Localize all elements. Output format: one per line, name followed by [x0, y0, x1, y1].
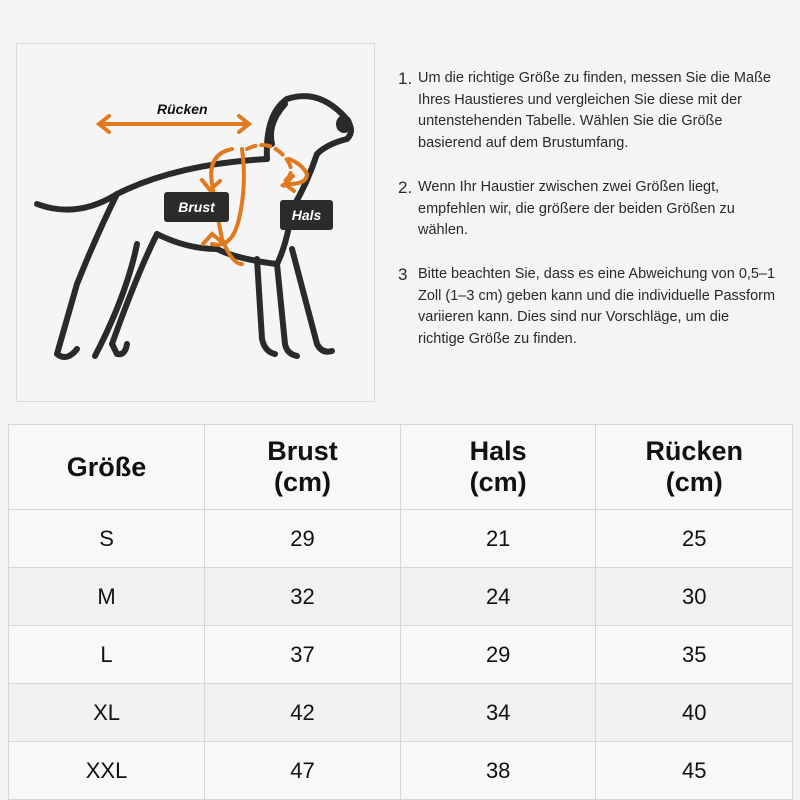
cell-hals: 38 — [400, 742, 596, 800]
header-groesse — [9, 425, 205, 510]
header-ruecken — [596, 425, 793, 510]
cell-hals: 21 — [400, 510, 596, 568]
cell-size: XL — [9, 684, 205, 742]
dog-measurement-illustration — [16, 43, 375, 402]
brust-tag: Brust — [164, 192, 229, 222]
instruction-2 — [398, 177, 778, 242]
cell-hals: 34 — [400, 684, 596, 742]
instruction-number: 2. — [398, 177, 413, 197]
cell-ruecken: 30 — [596, 568, 793, 626]
cell-ruecken: 35 — [596, 626, 793, 684]
table-row — [9, 684, 793, 742]
header-brust — [205, 425, 401, 510]
cell-ruecken: 40 — [596, 684, 793, 742]
cell-brust: 37 — [205, 626, 401, 684]
cell-brust: 42 — [205, 684, 401, 742]
table-row — [9, 742, 793, 800]
header-unit: (cm) — [273, 467, 331, 497]
table-row — [9, 568, 793, 626]
cell-hals: 29 — [400, 626, 596, 684]
cell-size: S — [9, 510, 205, 568]
cell-size: M — [9, 568, 205, 626]
header-label: Hals — [469, 436, 527, 466]
instruction-text: Um die richtige Größe zu finden, messen Sie die Maße Ihres Haustieres und vergleichen Sie diese mit der untenstehenden Tabelle. Wählen Sie die Größe basierend auf dem Brustumfang. — [418, 70, 771, 152]
instruction-number: 3 — [398, 264, 408, 284]
instruction-text: Bitte beachten Sie, dass es eine Abweichung von 0,5–1 Zoll (1–3 cm) geben kann und die individuelle Passform variieren kann. Dies sind nur Vorschläge, um die richtige Größe zu finden. — [418, 265, 776, 348]
ruecken-label: Rücken — [157, 101, 208, 117]
size-instructions — [398, 68, 778, 351]
header-hals — [400, 425, 596, 510]
cell-ruecken: 25 — [596, 510, 793, 568]
header-unit: (cm) — [469, 467, 527, 497]
table-header-row — [9, 425, 793, 510]
instruction-1 — [398, 68, 778, 155]
instruction-text: Wenn Ihr Haustier zwischen zwei Größen liegt, empfehlen wir, die größere der beiden Größen zu wählen. — [418, 178, 735, 239]
size-chart-table — [8, 424, 793, 800]
cell-brust: 32 — [205, 568, 401, 626]
instruction-number: 1. — [398, 69, 413, 88]
cell-size: L — [9, 626, 205, 684]
cell-ruecken: 45 — [596, 742, 793, 800]
cell-hals: 24 — [400, 568, 596, 626]
cell-brust: 29 — [205, 510, 401, 568]
header-label: Rücken — [645, 436, 743, 466]
table-row — [9, 510, 793, 568]
cell-brust: 47 — [205, 742, 401, 800]
header-unit: (cm) — [665, 467, 723, 497]
table-row — [9, 626, 793, 684]
instruction-3 — [398, 264, 778, 351]
header-label: Größe — [66, 451, 147, 482]
header-label: Brust — [267, 436, 338, 466]
hals-tag: Hals — [280, 200, 333, 230]
cell-size: XXL — [9, 742, 205, 800]
